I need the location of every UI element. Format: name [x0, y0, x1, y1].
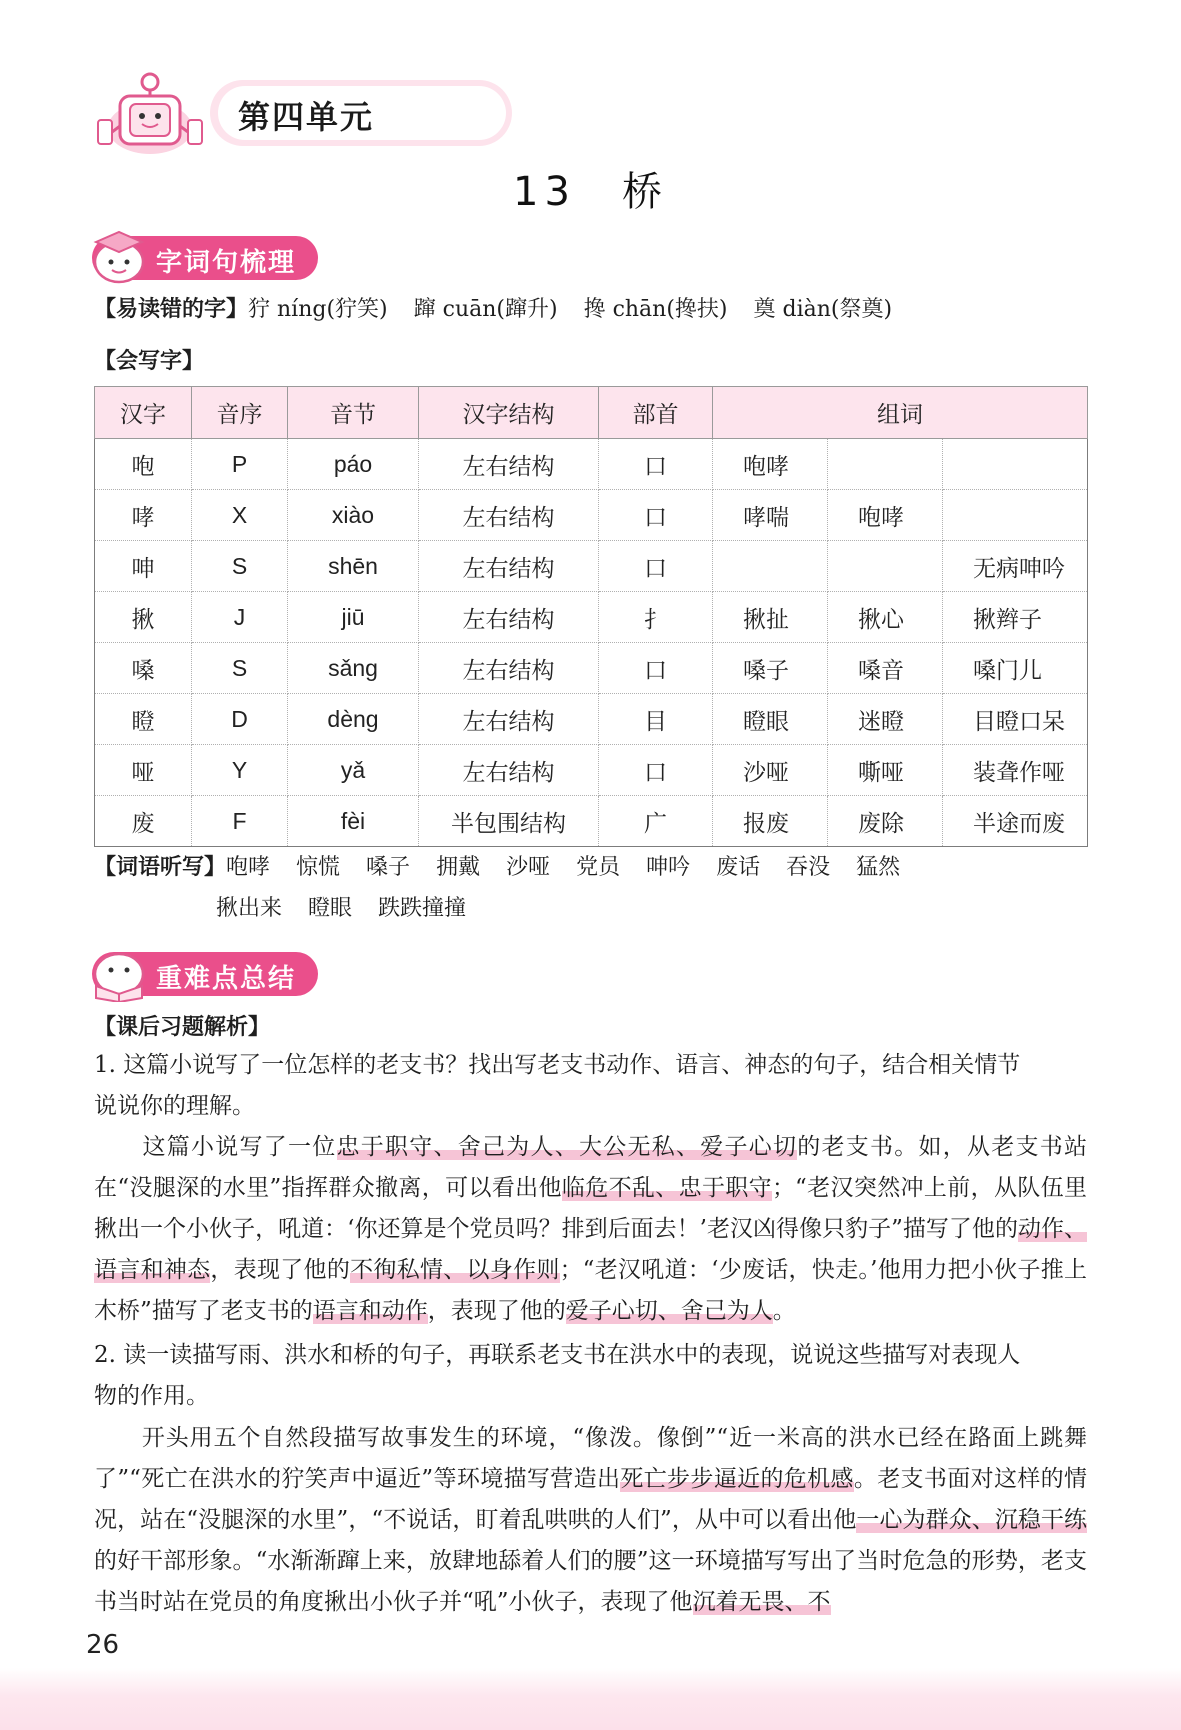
unit-banner	[90, 68, 430, 158]
column-header: 部首	[599, 387, 713, 439]
dictation-word: 党员	[576, 855, 621, 880]
question-1-line-1: 1. 这篇小说写了一位怎样的老支书？找出写老支书动作、语言、神态的句子，结合相关情节	[94, 1052, 1021, 1078]
character-cell: 咆	[95, 439, 192, 490]
table-row	[95, 643, 1088, 694]
word-cell: 无病呻吟	[943, 541, 1088, 592]
pinyin-cell: shēn	[288, 541, 419, 592]
dictation-word: 揪出来	[216, 896, 283, 921]
radical-cell: 口	[599, 439, 713, 490]
word-cell: 揪扯	[713, 592, 828, 643]
table-row	[95, 490, 1088, 541]
word-cell: 咆哮	[713, 439, 828, 490]
word-cell: 哮喘	[713, 490, 828, 541]
unit-title: 第四单元	[238, 98, 375, 136]
letter-cell: Y	[192, 745, 288, 796]
column-header: 汉字结构	[419, 387, 599, 439]
misread-item: 奠 diàn(祭奠)	[753, 297, 893, 322]
exercise-label: 【课后习题解析】	[94, 1015, 271, 1040]
character-cell: 哑	[95, 745, 192, 796]
dictation-word: 惊慌	[296, 855, 341, 880]
exercise-label-line	[94, 1010, 270, 1041]
column-header: 音节	[288, 387, 419, 439]
word-cell	[828, 541, 943, 592]
structure-cell: 左右结构	[419, 439, 599, 490]
letter-cell: X	[192, 490, 288, 541]
letter-cell: F	[192, 796, 288, 847]
dictation-word: 废话	[716, 855, 761, 880]
structure-cell: 半包围结构	[419, 796, 599, 847]
word-cell: 废除	[828, 796, 943, 847]
highlighted-phrase: 死亡步步逼近的危机感	[620, 1466, 854, 1492]
word-cell: 咆哮	[828, 490, 943, 541]
column-header: 汉字	[95, 387, 192, 439]
write-label-line	[94, 344, 204, 375]
word-cell: 揪心	[828, 592, 943, 643]
structure-cell: 左右结构	[419, 745, 599, 796]
dictation-word: 瞪眼	[308, 896, 353, 921]
dictation-word: 咆哮	[226, 855, 271, 880]
pinyin-cell: dèng	[288, 694, 419, 745]
pinyin-cell: fèi	[288, 796, 419, 847]
character-cell: 嗓	[95, 643, 192, 694]
dictation-word: 呻吟	[646, 855, 691, 880]
question-2	[94, 1335, 1087, 1417]
pinyin-cell: yǎ	[288, 745, 419, 796]
page-number: 26	[86, 1630, 120, 1660]
radical-cell: 扌	[599, 592, 713, 643]
lesson-title: 13 桥	[513, 169, 668, 215]
answer-1	[94, 1127, 1087, 1332]
structure-cell: 左右结构	[419, 490, 599, 541]
character-cell: 哮	[95, 490, 192, 541]
word-cell: 目瞪口呆	[943, 694, 1088, 745]
word-cell: 嗓子	[713, 643, 828, 694]
dictation-label: 【词语听写】	[94, 855, 227, 880]
highlighted-phrase: 动作、语言和神态	[94, 1216, 1087, 1283]
word-cell: 装聋作哑	[943, 745, 1088, 796]
highlighted-phrase: 一心为群众、沉稳干练	[856, 1507, 1087, 1533]
pinyin-cell: páo	[288, 439, 419, 490]
word-cell: 揪辫子	[943, 592, 1088, 643]
dictation-word: 拥戴	[436, 855, 481, 880]
word-cell: 嗓门儿	[943, 643, 1088, 694]
word-cell: 沙哑	[713, 745, 828, 796]
mascot-reading-icon	[86, 942, 152, 1002]
character-cell: 揪	[95, 592, 192, 643]
question-2-line-1: 2. 读一读描写雨、洪水和桥的句子，再联系老支书在洪水中的表现，说说这些描写对表现人	[94, 1342, 1021, 1368]
radical-cell: 口	[599, 643, 713, 694]
radical-cell: 口	[599, 541, 713, 592]
highlighted-phrase: 临危不乱、忠于职守	[561, 1175, 773, 1201]
dictation-word: 猛然	[856, 855, 901, 880]
write-label: 【会写字】	[94, 349, 205, 374]
answer-2	[94, 1418, 1087, 1623]
word-cell: 嗓音	[828, 643, 943, 694]
misread-item: 搀 chān(搀扶)	[583, 297, 728, 322]
mascot-book-icon	[90, 68, 220, 158]
word-cell: 迷瞪	[828, 694, 943, 745]
column-header: 音序	[192, 387, 288, 439]
letter-cell: P	[192, 439, 288, 490]
character-cell: 瞪	[95, 694, 192, 745]
answer-text: 。老支书面对这样的情况，站在“没腿深的水里”，“不说话，盯着乱哄哄的人们”，从中可以看出他	[94, 1466, 1088, 1533]
table-row	[95, 439, 1088, 490]
answer-text: 。	[772, 1298, 796, 1324]
structure-cell: 左右结构	[419, 541, 599, 592]
table-row	[95, 592, 1088, 643]
radical-cell: 广	[599, 796, 713, 847]
highlighted-phrase: 爱子心切、舍己为人	[565, 1298, 773, 1324]
column-header: 组词	[713, 387, 1088, 439]
highlighted-phrase: 语言和动作	[312, 1298, 428, 1324]
answer-text: ，表现了他的	[427, 1298, 566, 1324]
structure-cell: 左右结构	[419, 643, 599, 694]
table-row	[95, 796, 1088, 847]
structure-cell: 左右结构	[419, 694, 599, 745]
mascot-graduate-icon	[86, 226, 152, 286]
letter-cell: S	[192, 541, 288, 592]
word-cell	[943, 439, 1088, 490]
dictation-word: 嗓子	[366, 855, 411, 880]
radical-cell: 口	[599, 745, 713, 796]
dictation-line-1	[94, 850, 926, 881]
misread-line	[94, 292, 918, 323]
word-cell	[943, 490, 1088, 541]
structure-cell: 左右结构	[419, 592, 599, 643]
radical-cell: 目	[599, 694, 713, 745]
word-cell: 嘶哑	[828, 745, 943, 796]
answer-text: 这篇小说写了一位	[94, 1134, 337, 1160]
misread-item: 狞 níng(狞笑)	[248, 297, 388, 322]
word-cell	[828, 439, 943, 490]
table-header-row	[95, 387, 1088, 439]
table-row	[95, 541, 1088, 592]
pinyin-cell: xiào	[288, 490, 419, 541]
answer-text: ，表现了他的	[210, 1257, 351, 1283]
pinyin-cell: sǎng	[288, 643, 419, 694]
dictation-line-2	[216, 891, 492, 922]
question-2-line-2: 物的作用。	[94, 1383, 209, 1409]
highlighted-phrase: 不徇私情、以身作则	[350, 1257, 560, 1283]
question-1-line-2: 说说你的理解。	[94, 1093, 255, 1119]
word-cell: 报废	[713, 796, 828, 847]
character-cell: 呻	[95, 541, 192, 592]
section-tag-vocab	[92, 236, 318, 280]
misread-label: 【易读错的字】	[94, 297, 249, 322]
answer-text: ；“老汉突然冲上前，从队伍里揪出一个小伙子，吼道：‘你还算是个党员吗？排到后面去！’老汉凶得像只豹子”描写了他的	[94, 1175, 1087, 1242]
dictation-word: 沙哑	[506, 855, 551, 880]
section-tag-label: 字词句梳理	[156, 248, 297, 278]
footer-band	[0, 1668, 1181, 1730]
answer-text: 开头用五个自然段描写故事发生的环境，“像泼。像倒”“近一米高的洪水已经在路面上跳舞了”“死亡在洪水的狞笑声中逼近”等环境描写营造出	[94, 1425, 1087, 1492]
answer-text: 的好干部形象。“水渐渐蹿上来，放肆地舔着人们的腰”这一环境描写写出了当时危急的形势，老支书当时站在党员的角度揪出小伙子并“吼”小伙子，表现了他	[94, 1548, 1087, 1615]
misread-item: 蹿 cuān(蹿升)	[413, 297, 558, 322]
table-row	[95, 694, 1088, 745]
section-tag-key-points	[92, 952, 318, 996]
word-cell	[713, 541, 828, 592]
pinyin-cell: jiū	[288, 592, 419, 643]
highlighted-phrase: 忠于职守、舍己为人、大公无私、爱子心切	[336, 1134, 798, 1160]
letter-cell: S	[192, 643, 288, 694]
letter-cell: D	[192, 694, 288, 745]
character-cell: 废	[95, 796, 192, 847]
answer-text: 的老支书。如，从老支书站在“没腿深的水里”指挥群众撤离，可以看出他	[94, 1134, 1087, 1201]
highlighted-phrase: 沉着无畏、不	[692, 1589, 831, 1615]
table-row	[95, 745, 1088, 796]
characters-table	[94, 386, 1088, 847]
dictation-word: 跌跌撞撞	[378, 896, 467, 921]
section-tag-label: 重难点总结	[156, 964, 297, 994]
dictation-word: 吞没	[786, 855, 831, 880]
word-cell: 瞪眼	[713, 694, 828, 745]
letter-cell: J	[192, 592, 288, 643]
word-cell: 半途而废	[943, 796, 1088, 847]
radical-cell: 口	[599, 490, 713, 541]
answer-text: ；“老汉吼道：‘少废话，快走。’他用力把小伙子推上木桥”描写了老支书的	[94, 1257, 1088, 1324]
question-1	[94, 1045, 1087, 1127]
